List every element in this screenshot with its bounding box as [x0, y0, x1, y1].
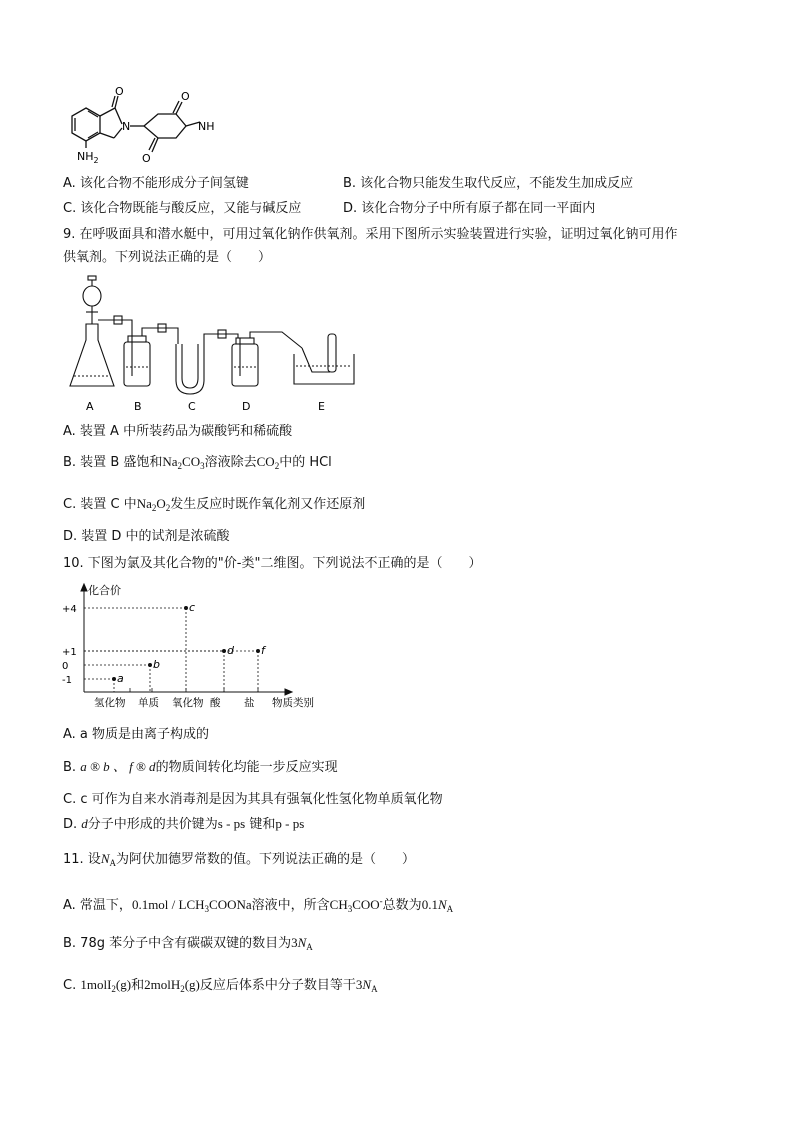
y-tick-label: 0 [62, 661, 69, 672]
q9-option-c: C. 装置 C 中$Na_2O_2$发生反应时既作氧化剂又作还原剂 [63, 496, 366, 513]
y-tick-label: -1 [62, 675, 72, 686]
point-b [148, 663, 152, 667]
y-tick-label: +1 [62, 647, 77, 658]
atom-nh-label: NH [198, 120, 215, 133]
point-a [112, 677, 116, 681]
atom-o-label: O [181, 90, 190, 103]
q11-option-a: A. 常温下，$0.1mol / LCH_3COONa$溶液中，所含$CH_3COO^-$总数为$0.1N_A$ [63, 896, 454, 914]
molecule-structure [60, 86, 260, 168]
x-category-label: 氢化物 [94, 697, 126, 709]
x-category-label: 氧化物 [172, 697, 204, 709]
point-f [256, 649, 260, 653]
point-label-b: b [153, 658, 160, 671]
q10-option-d: D. d分子中形成的共价键为s - ps 键和p - ps [63, 816, 305, 832]
y-axis-label: 化合价 [88, 584, 121, 597]
q9-stem-line1: 9. 在呼吸面具和潜水艇中，可用过氧化钠作供氧剂。采用下图所示实验装置进行实验，证明过氧化钠可用作 [63, 227, 678, 242]
atom-nh2-label: $NH_2$ [77, 150, 99, 165]
q10-option-c: C. c 可作为自来水消毒剂是因为其具有强氧化性氢化物单质氧化物 [63, 792, 443, 807]
q8-option-c: C. 该化合物既能与酸反应，又能与碱反应 [63, 201, 302, 216]
q11-option-b: B. 78g 苯分子中含有碳碳双键的数目为$3N_A$ [63, 935, 313, 952]
x-axis-label: 物质类别 [272, 697, 314, 709]
q9-option-a: A. 装置 A 中所装药品为碳酸钙和稀硫酸 [63, 424, 293, 439]
y-tick-label: +4 [62, 604, 77, 615]
apparatus-label-d: D [242, 400, 251, 413]
q11-stem: 11. 设$N_A$为阿伏加德罗常数的值。下列说法正确的是（ ） [63, 851, 415, 868]
apparatus-diagram [62, 272, 362, 417]
point-label-a: a [117, 672, 124, 685]
atom-o-label: O [142, 152, 151, 165]
q8-option-a: A. 该化合物不能形成分子间氢键 [63, 176, 249, 191]
x-category-label: 单质 [138, 697, 159, 709]
q10-option-a: A. a 物质是由离子构成的 [63, 727, 210, 742]
x-axis-arrow [285, 689, 292, 695]
apparatus-label-b: B [134, 400, 142, 413]
apparatus-label-c: C [188, 400, 196, 413]
atom-n-label: N [122, 120, 131, 133]
point-label-d: d [227, 644, 234, 657]
q10-option-b: B. a ® b 、 f ® d的物质间转化均能一步反应实现 [63, 759, 338, 775]
x-category-label: 酸 [210, 697, 221, 709]
point-c [184, 606, 188, 610]
q9-stem-line2: 供氧剂。下列说法正确的是（ ） [63, 250, 272, 265]
point-label-c: c [189, 601, 196, 614]
q8-option-d: D. 该化合物分子中所有原子都在同一平面内 [343, 201, 596, 216]
q9-option-b: B. 装置 B 盛饱和$Na_2CO_3$溶液除去$CO_2$中的 HCl [63, 454, 332, 471]
valence-class-chart [60, 580, 340, 715]
x-category-label: 盐 [244, 697, 255, 709]
q9-option-d: D. 装置 D 中的试剂是浓硫酸 [63, 529, 230, 544]
q8-option-b: B. 该化合物只能发生取代反应，不能发生加成反应 [343, 176, 634, 191]
point-label-f: f [261, 644, 265, 657]
q10-stem: 10. 下图为氯及其化合物的"价-类"二维图。下列说法不正确的是（ ） [63, 556, 482, 571]
atom-o-label: O [115, 86, 124, 98]
q11-option-c: C. 1molI$_2$(g)和2molH$_2$(g)反应后体系中分子数目等干$3N_A$ [63, 977, 378, 994]
y-axis-arrow [81, 584, 87, 591]
apparatus-label-a: A [86, 400, 94, 413]
apparatus-label-e: E [318, 400, 325, 413]
